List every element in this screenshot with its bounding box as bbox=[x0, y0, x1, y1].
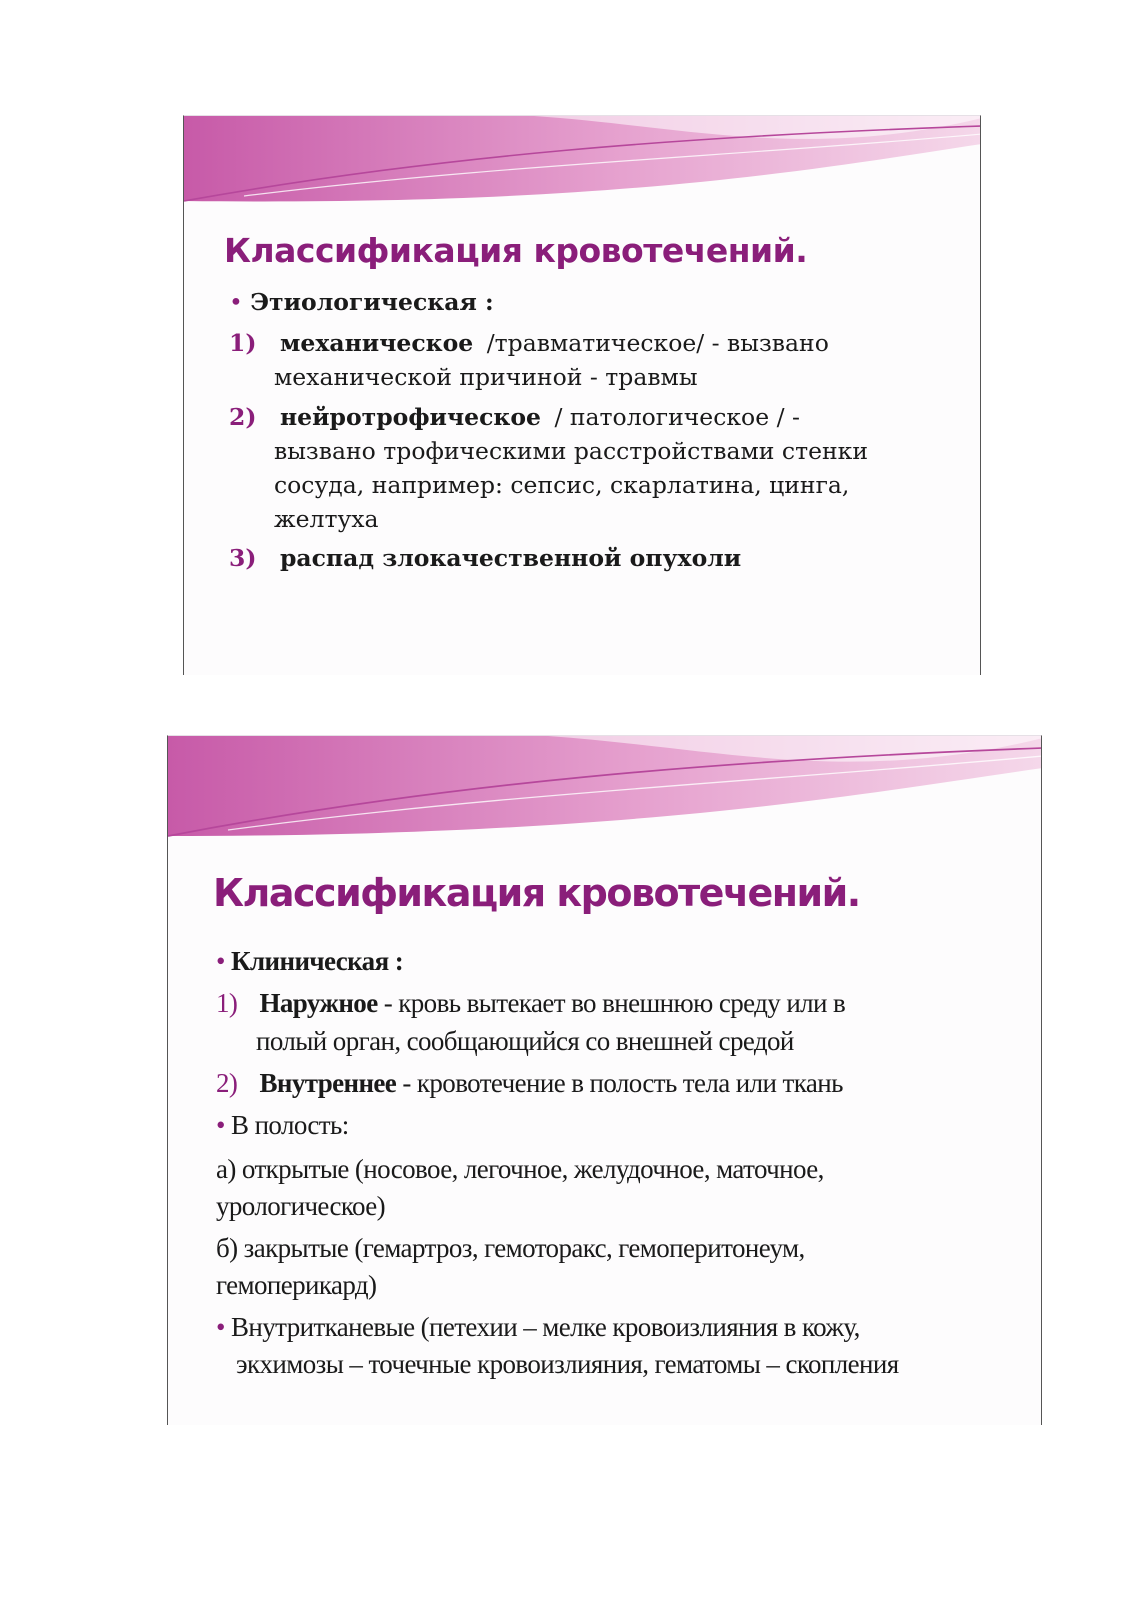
list-item: 1) механическое /травматическое/ - вызвано bbox=[229, 329, 829, 357]
bullet-heading: • Клиническая : bbox=[216, 946, 404, 976]
text-line: б) закрытые (гемартроз, гемоторакс, гемоперитонеум, bbox=[216, 1233, 805, 1263]
bullet-dot-icon: • bbox=[216, 1110, 225, 1140]
text-line: а) открытые (носовое, легочное, желудочное, маточное, bbox=[216, 1154, 824, 1184]
bullet-item: • В полость: bbox=[216, 1110, 349, 1140]
list-item: 1) Наружное - кровь вытекает во внешнюю среду или в bbox=[216, 988, 846, 1018]
list-item-continuation: полый орган, сообщающийся со внешней средой bbox=[256, 1026, 794, 1056]
list-item: 2) нейротрофическое / патологическое / - bbox=[229, 403, 800, 431]
text-line: экхимозы – точечные кровоизлияния, гематомы – скопления bbox=[236, 1349, 899, 1379]
list-item-continuation: механической причиной - травмы bbox=[274, 363, 698, 391]
slide-title: Классификация кровотечений. bbox=[213, 871, 860, 915]
slide-header-wave bbox=[168, 736, 1042, 856]
slide-clinical bbox=[167, 735, 1042, 1425]
slide-etiological bbox=[183, 115, 981, 675]
bullet-heading: • Этиологическая : bbox=[229, 288, 494, 316]
list-item-continuation: сосуда, например: сепсис, скарлатина, цинга, bbox=[274, 471, 850, 499]
bullet-dot-icon: • bbox=[216, 1312, 225, 1342]
bullet-dot-icon: • bbox=[216, 946, 225, 976]
bullet-dot-icon: • bbox=[229, 288, 243, 316]
slide-header-wave bbox=[184, 116, 981, 226]
text-line: гемоперикард) bbox=[216, 1270, 377, 1300]
list-item-continuation: вызвано трофическими расстройствами стенки bbox=[274, 437, 869, 465]
text-line: урологическое) bbox=[216, 1191, 386, 1221]
bullet-item: • Внутритканевые (петехии – мелке кровоизлияния в кожу, bbox=[216, 1312, 860, 1342]
slide-title: Классификация кровотечений. bbox=[224, 231, 808, 270]
list-item: 2) Внутреннее - кровотечение в полость тела или ткань bbox=[216, 1068, 843, 1098]
list-item: 3) распад злокачественной опухоли bbox=[229, 544, 742, 572]
list-item-continuation: желтуха bbox=[274, 505, 379, 533]
